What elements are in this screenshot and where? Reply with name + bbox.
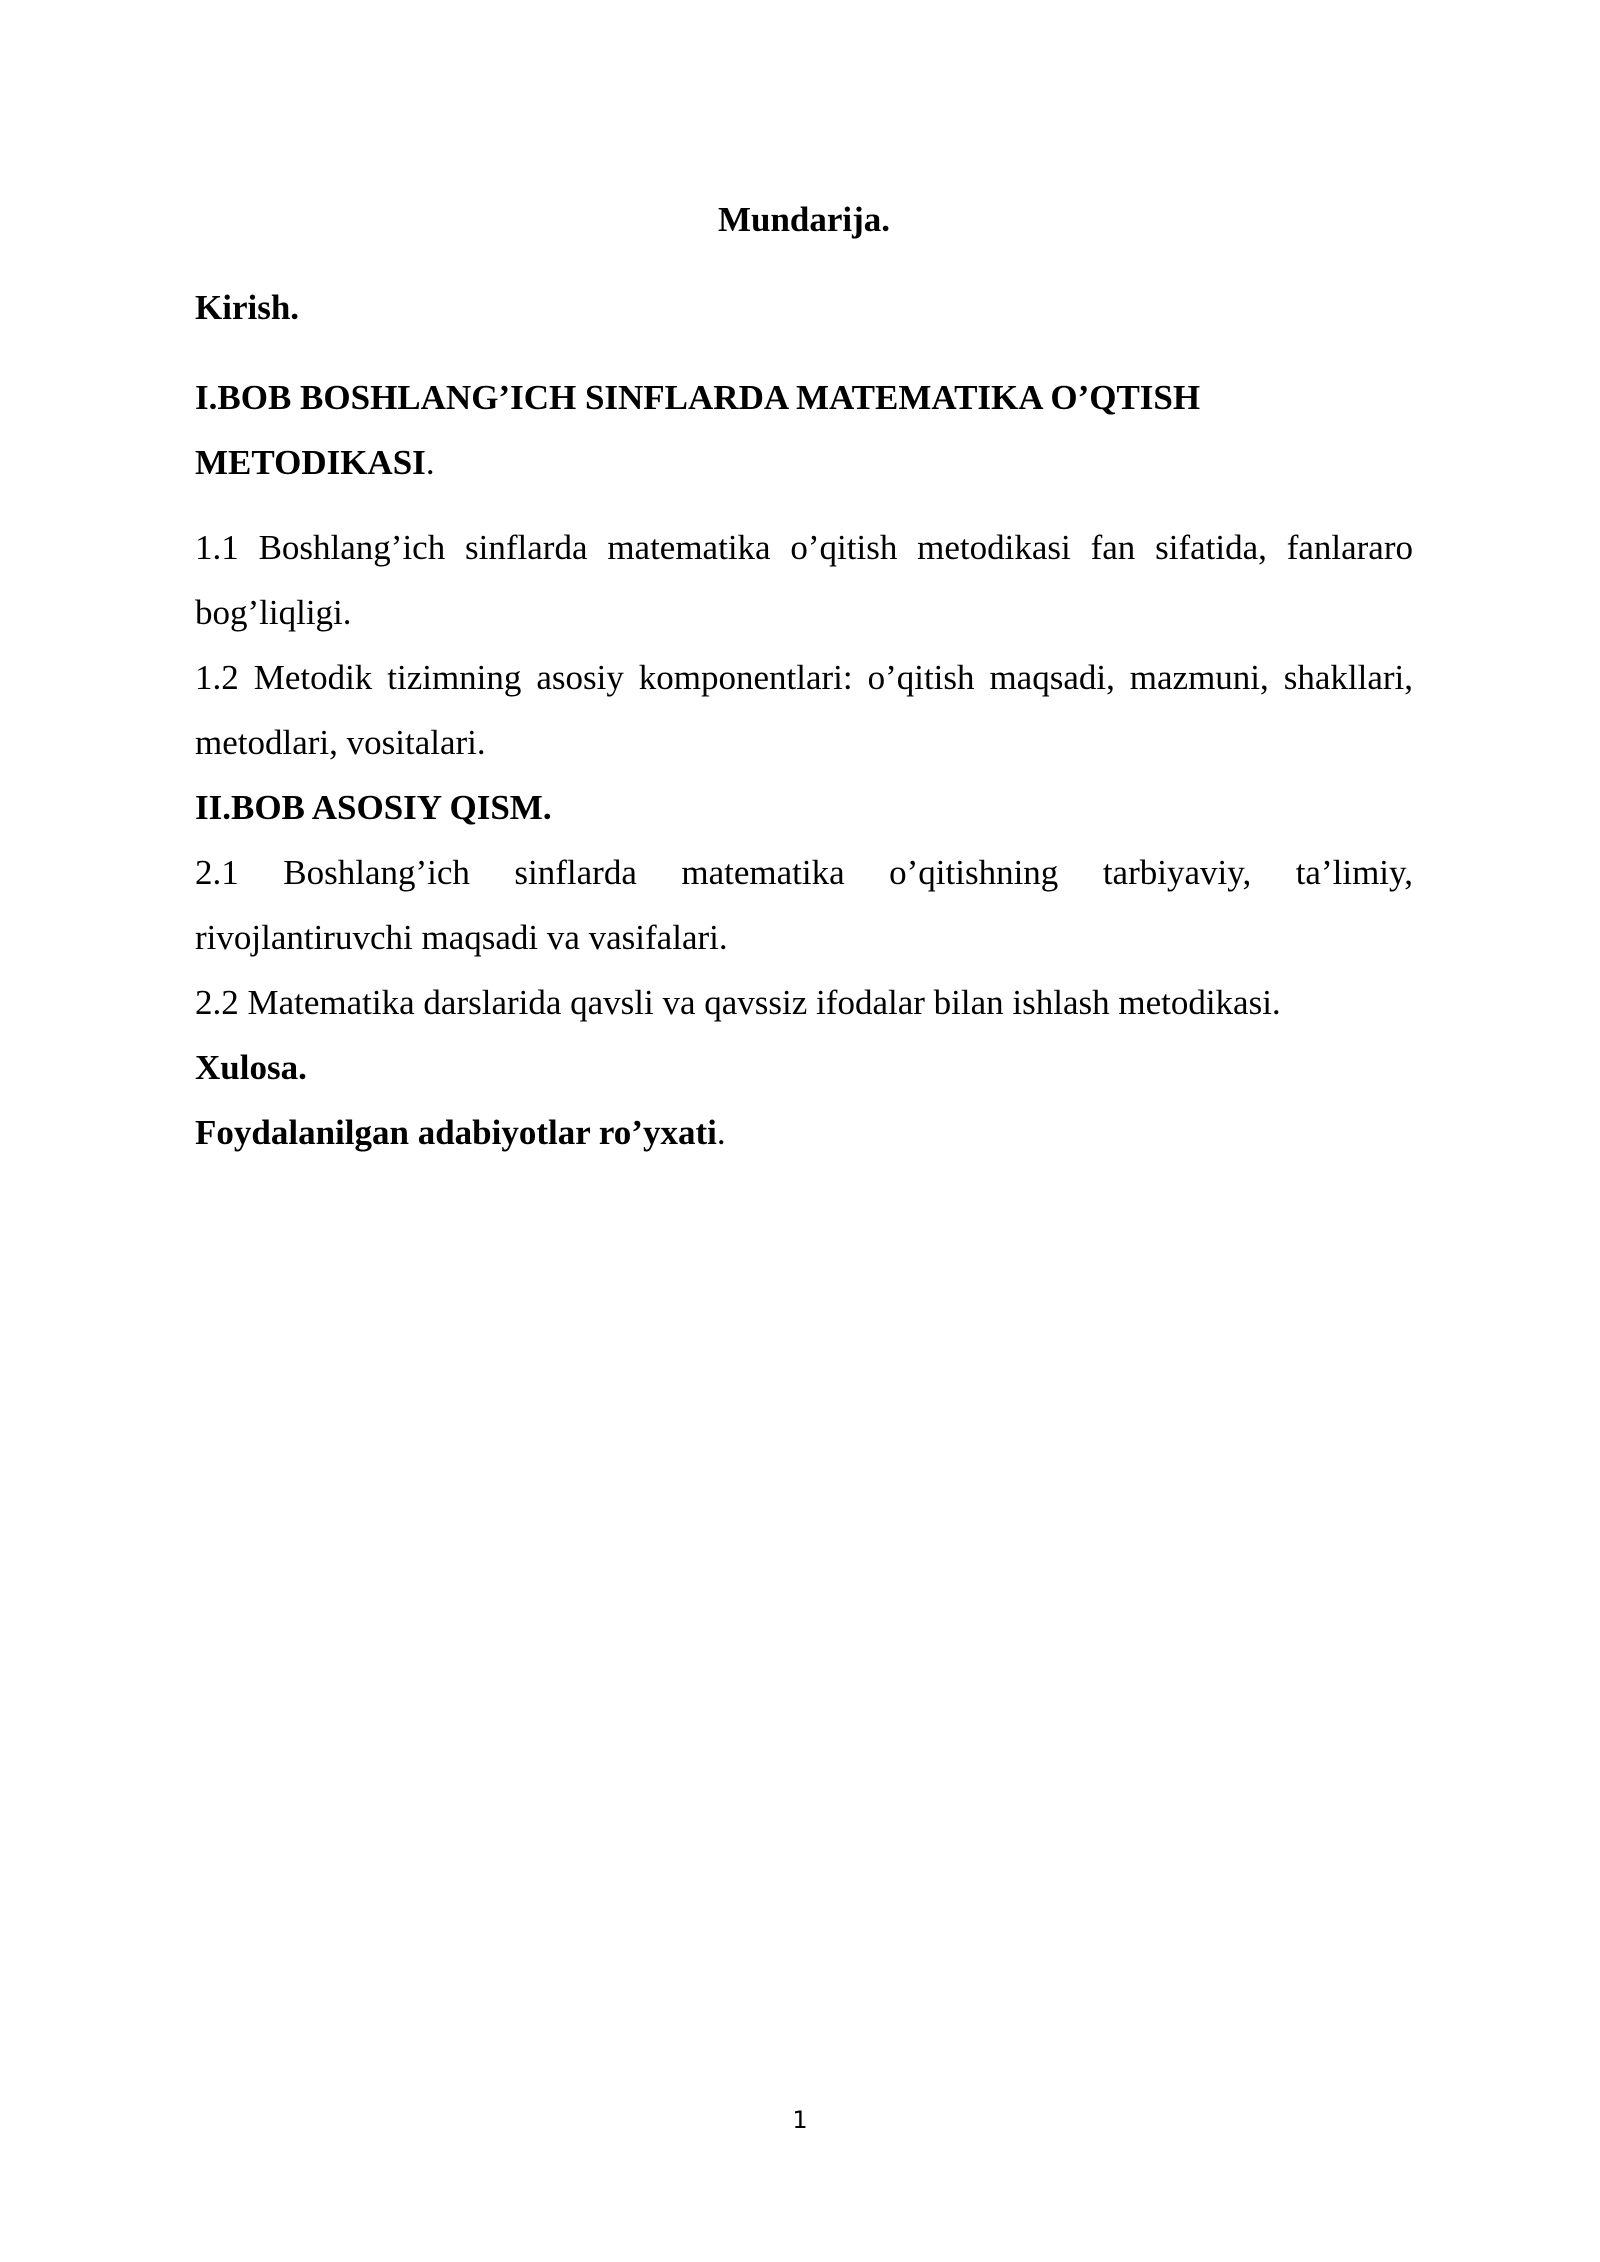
toc-chapter-1-heading: [195, 365, 1413, 495]
toc-entry-section-2-2: 2.2 Matematika darslarida qavsli va qavssiz ifodalar bilan ishlash metodikasi.: [195, 983, 1281, 1022]
references-title: Foydalanilgan adabiyotlar ro’yxati: [195, 1113, 717, 1152]
toc-chapter-2-heading: II.BOB ASOSIY QISM.: [195, 788, 552, 827]
toc-entry-references: [195, 1100, 1413, 1165]
toc-entry-section-1-2: 1.2 Metodik tizimning asosiy komponentlari: o’qitish maqsadi, mazmuni, shakllari, metodlari, vositalari.: [195, 658, 1413, 762]
toc-entry-conclusion: Xulosa.: [195, 1048, 307, 1087]
chapter-1-title: I.BOB BOSHLANG’ICH SINFLARDA MATEMATIKA O’QTISH METODIKASI: [195, 378, 1201, 482]
toc-entry-section-1-1: 1.1 Boshlang’ich sinflarda matematika o’qitish metodikasi fan sifatida, fanlararo bog’liqligi.: [195, 528, 1413, 632]
page-number: 1: [792, 2106, 808, 2134]
toc-entry-introduction: Kirish.: [195, 288, 300, 327]
toc-entry-section-2-1: 2.1 Boshlang’ich sinflarda matematika o’qitishning tarbiyaviy, ta’limiy, rivojlantiruvchi maqsadi va vasifalari.: [195, 853, 1413, 957]
table-of-contents: [195, 190, 1413, 1165]
toc-title: Mundarija.: [717, 200, 891, 239]
references-trailing-dot: .: [716, 1113, 726, 1152]
chapter-1-trailing-dot: .: [425, 443, 435, 482]
